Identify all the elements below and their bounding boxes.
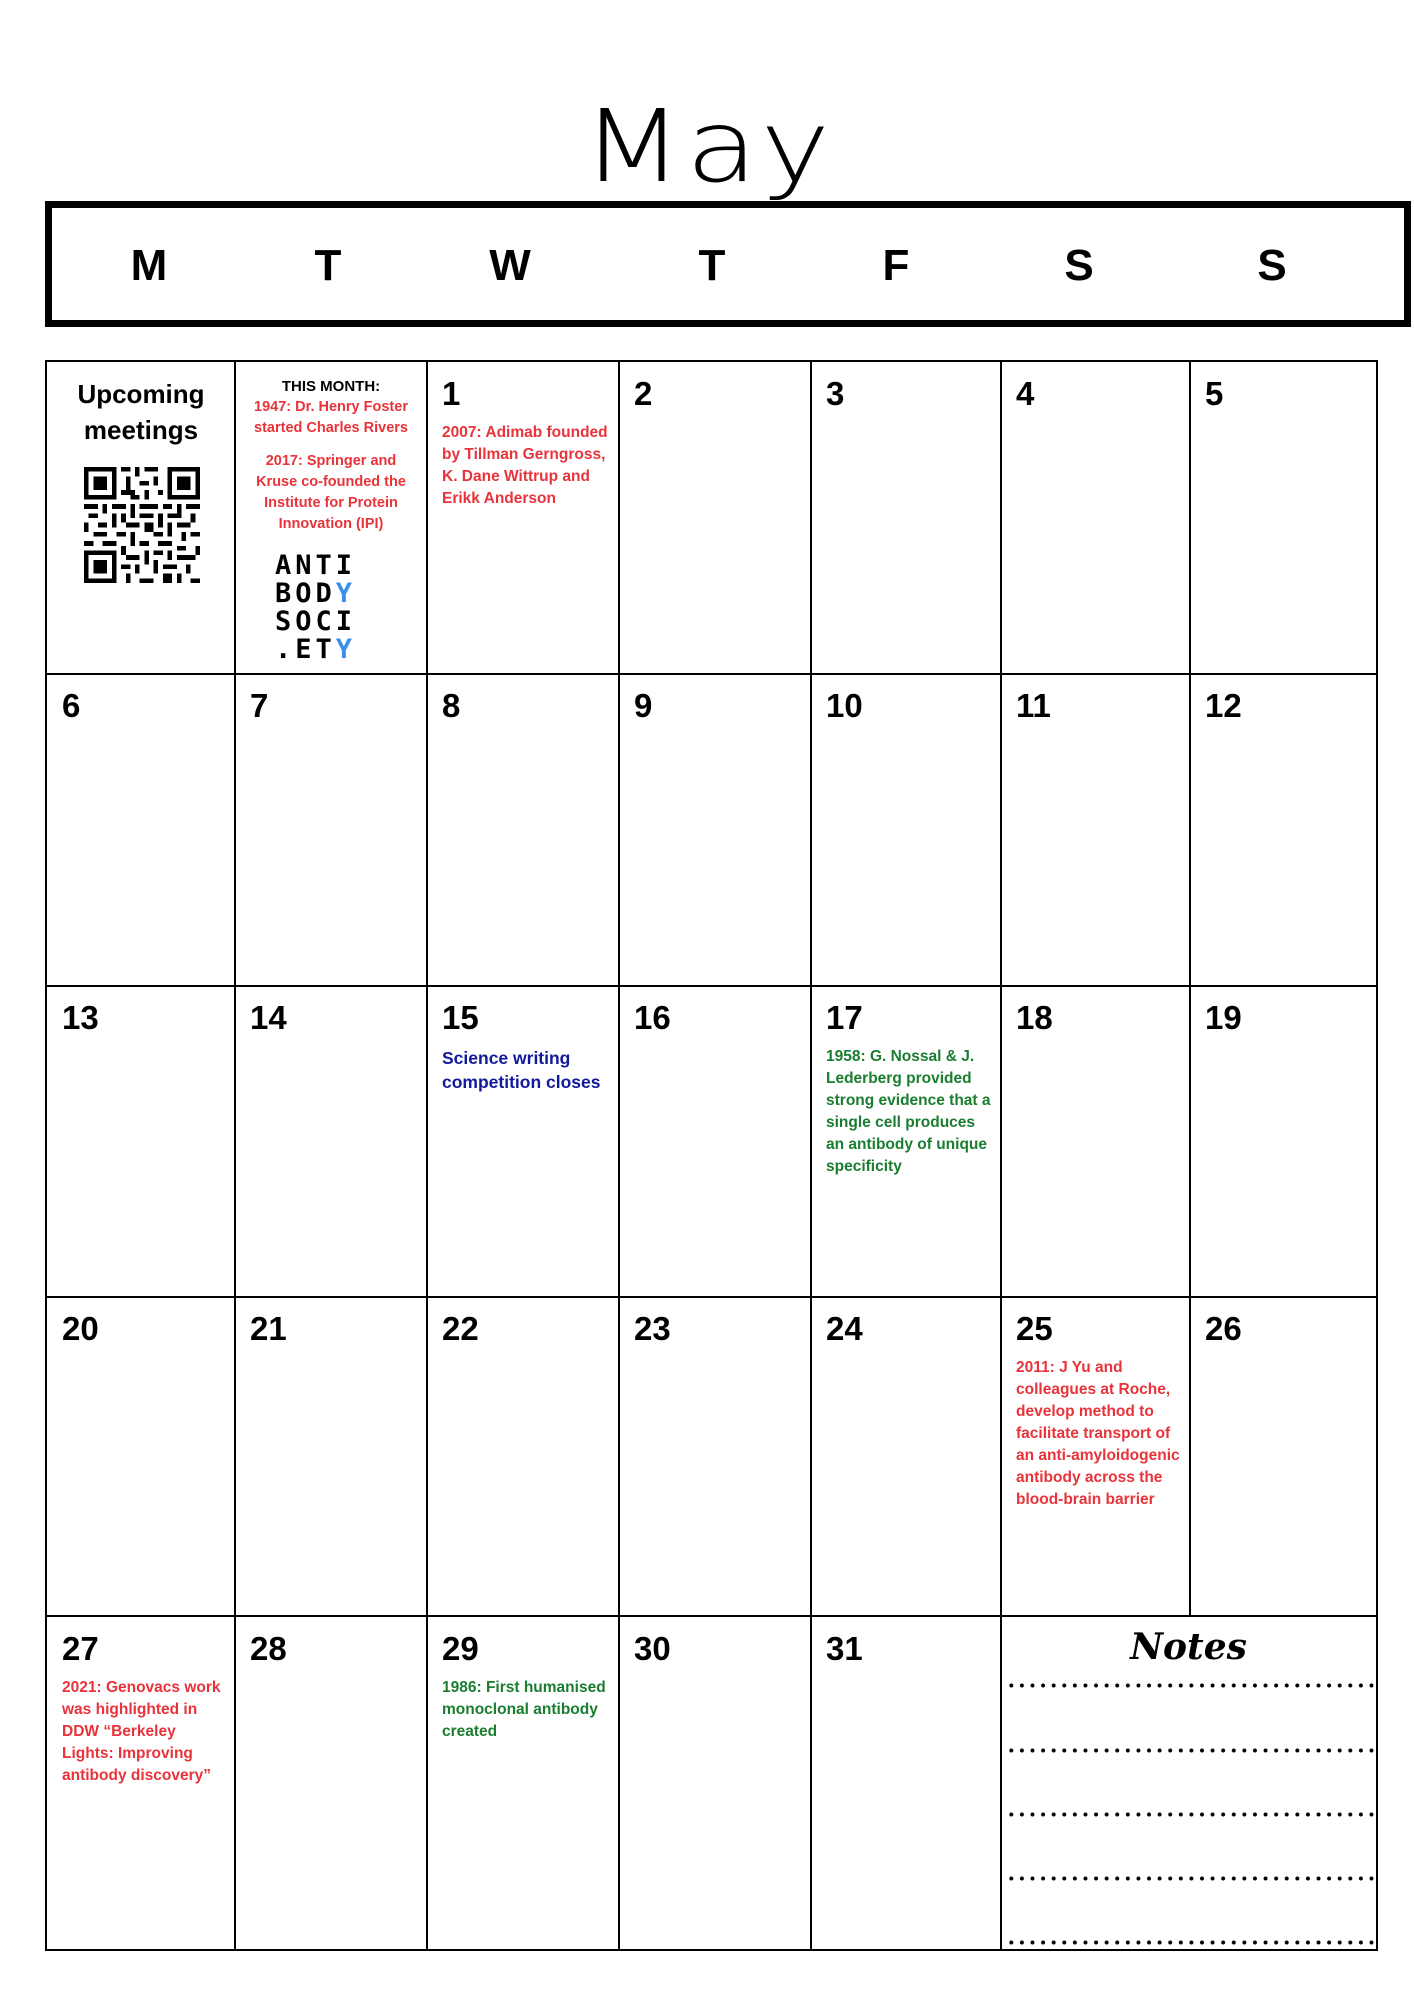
day-cell-7[interactable] (235, 674, 427, 986)
day-cell-25[interactable] (1001, 1297, 1190, 1616)
day-cell-19[interactable] (1190, 986, 1376, 1297)
day-number: 2 (634, 375, 653, 412)
day-cell-16[interactable] (619, 986, 811, 1297)
calendar-grid (45, 360, 1378, 1951)
day-cell-23[interactable] (619, 1297, 811, 1616)
day-cell-3[interactable] (811, 362, 1001, 674)
day-number: 23 (634, 1310, 671, 1347)
upcoming-meetings-cell (47, 362, 235, 674)
weekday-header (45, 201, 1411, 327)
day-cell-28[interactable] (235, 1617, 427, 1949)
day-cell-17[interactable] (811, 986, 1001, 1297)
day-number: 29 (442, 1630, 479, 1667)
logo-line-4: .ETY (275, 634, 357, 665)
day-cell-26[interactable] (1190, 1297, 1376, 1616)
day-number: 30 (634, 1630, 671, 1667)
day-number: 7 (250, 687, 269, 724)
day-number: 11 (1016, 687, 1051, 724)
weekday-thursday: T (698, 241, 726, 290)
day-event: Science writing competition closes (442, 1048, 601, 1092)
day-cell-12[interactable] (1190, 674, 1376, 986)
notes-line[interactable] (1006, 1876, 1374, 1881)
day-number: 17 (826, 999, 863, 1036)
day-number: 22 (442, 1310, 479, 1347)
day-cell-21[interactable] (235, 1297, 427, 1616)
day-number: 26 (1205, 1310, 1242, 1347)
day-cell-22[interactable] (427, 1297, 619, 1616)
day-number: 10 (826, 687, 863, 724)
day-event: 1986: First humanised monoclonal antibody created (442, 1679, 606, 1740)
antibody-society-logo (275, 552, 395, 664)
day-number: 8 (442, 687, 461, 724)
day-cell-24[interactable] (811, 1297, 1001, 1616)
day-number: 13 (62, 999, 99, 1036)
day-number: 19 (1205, 999, 1242, 1036)
notes-line[interactable] (1006, 1812, 1374, 1817)
notes-line[interactable] (1006, 1940, 1374, 1945)
day-cell-11[interactable] (1001, 674, 1190, 986)
day-event: 2021: Genovacs work was highlighted in DDW “Berkeley Lights: Improving antibody discovery” (62, 1679, 221, 1784)
weekday-friday: F (882, 241, 910, 290)
weekday-tuesday: T (314, 241, 342, 290)
day-number: 21 (250, 1310, 287, 1347)
notes-line[interactable] (1006, 1683, 1374, 1688)
day-cell-31[interactable] (811, 1617, 1001, 1949)
month-title: May (581, 88, 833, 205)
day-cell-13[interactable] (47, 986, 235, 1297)
weekday-wednesday: W (489, 241, 531, 290)
this-month-heading: THIS MONTH: (281, 378, 381, 395)
day-number: 3 (826, 375, 845, 412)
day-cell-9[interactable] (619, 674, 811, 986)
day-number: 6 (62, 687, 81, 724)
day-cell-30[interactable] (619, 1617, 811, 1949)
day-event: 1958: G. Nossal & J. Lederberg provided strong evidence that a single cell produces an antibody of unique specificity (826, 1048, 991, 1175)
weekday-saturday: S (1064, 241, 1094, 290)
day-cell-4[interactable] (1001, 362, 1190, 674)
day-cell-14[interactable] (235, 986, 427, 1297)
weekday-monday: M (130, 241, 168, 290)
day-cell-20[interactable] (47, 1297, 235, 1616)
day-event: 2007: Adimab founded by Tillman Gerngross, K. Dane Wittrup and Erikk Anderson (442, 424, 608, 507)
day-number: 28 (250, 1630, 287, 1667)
day-number: 4 (1016, 375, 1035, 412)
day-number: 27 (62, 1630, 99, 1667)
notes-line[interactable] (1006, 1748, 1374, 1753)
day-number: 5 (1205, 375, 1224, 412)
upcoming-meetings-label: Upcoming meetings (77, 379, 205, 445)
this-month-event: 2017: Springer and Kruse co-founded the Institute for Protein Innovation (IPI) (256, 453, 406, 532)
day-number: 14 (250, 999, 287, 1036)
day-number: 31 (826, 1630, 863, 1667)
day-cell-15[interactable] (427, 986, 619, 1297)
logo-line-1: ANTI (275, 550, 357, 581)
day-cell-29[interactable] (427, 1617, 619, 1949)
day-cell-2[interactable] (619, 362, 811, 674)
day-cell-10[interactable] (811, 674, 1001, 986)
logo-line-2: BODY (275, 578, 357, 609)
day-number: 1 (442, 375, 461, 412)
day-number: 12 (1205, 687, 1242, 724)
day-cell-27[interactable] (47, 1617, 235, 1949)
day-cell-18[interactable] (1001, 986, 1190, 1297)
weekday-sunday: S (1257, 241, 1287, 290)
day-number: 24 (826, 1310, 863, 1347)
logo-line-3: SOCI (275, 606, 357, 637)
this-month-event: 1947: Dr. Henry Foster started Charles Rivers (254, 399, 408, 436)
qr-code-icon[interactable] (84, 467, 200, 583)
day-number: 16 (634, 999, 671, 1036)
notes-title: Notes (1130, 1626, 1247, 1668)
day-cell-8[interactable] (427, 674, 619, 986)
day-cell-6[interactable] (47, 674, 235, 986)
this-month-cell (235, 362, 427, 674)
day-number: 20 (62, 1310, 99, 1347)
day-number: 9 (634, 687, 653, 724)
day-number: 15 (442, 999, 479, 1036)
day-cell-5[interactable] (1190, 362, 1376, 674)
day-number: 18 (1016, 999, 1053, 1036)
day-cell-1[interactable] (427, 362, 619, 674)
day-event: 2011: J Yu and colleagues at Roche, develop method to facilitate transport of an anti-amyloidogenic antibody across the blood-brain barrier (1016, 1359, 1180, 1508)
day-number: 25 (1016, 1310, 1053, 1347)
notes-area[interactable] (1001, 1617, 1376, 1949)
